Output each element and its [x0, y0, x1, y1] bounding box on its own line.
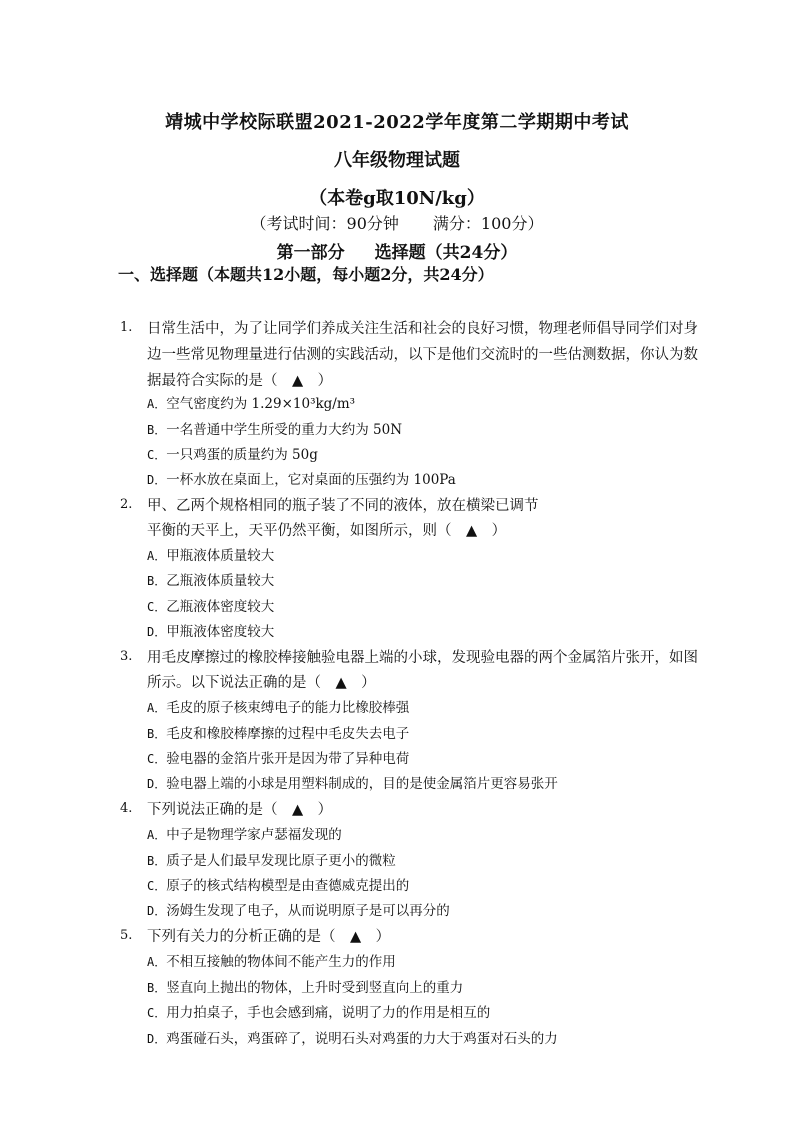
- question-text: 下列有关力的分析正确的是（ ▲ ）: [147, 929, 391, 945]
- option-a: A．不相互接触的物体间不能产生力的作用: [147, 954, 396, 970]
- exam-subtitle: 八年级物理试题: [334, 150, 460, 171]
- section-title: 一、选择题（本题共12小题，每小题2分，共24分）: [118, 265, 494, 284]
- option-b: B．一名普通中学生所受的重力大约为 50N: [147, 422, 403, 438]
- option-a: A．中子是物理学家卢瑟福发现的: [147, 827, 342, 843]
- question-number: 5.: [120, 928, 133, 943]
- question-text: 所示。以下说法正确的是（ ▲ ）: [147, 675, 376, 691]
- exam-title: 靖城中学校际联盟2021-2022学年度第二学期期中考试: [165, 112, 629, 133]
- exam-note: （本卷g取10N/kg）: [309, 188, 485, 209]
- full-score: 满分：100分）: [432, 214, 544, 233]
- question-text: 平衡的天平上，天平仍然平衡，如图所示，则（ ▲ ）: [147, 523, 507, 539]
- option-c: C．用力拍桌子，手也会感到痛，说明了力的作用是相互的: [147, 1005, 491, 1021]
- question-text: 边一些常见物理量进行估测的实践活动，以下是他们交流时的一些估测数据，你认为数: [147, 347, 698, 363]
- option-d: D．鸡蛋碰石头，鸡蛋碎了，说明石头对鸡蛋的力大于鸡蛋对石头的力: [147, 1031, 558, 1047]
- option-b: B．竖直向上抛出的物体，上升时受到竖直向上的重力: [147, 980, 464, 996]
- question-text: 日常生活中，为了让同学们养成关注生活和社会的良好习惯，物理老师倡导同学们对身: [147, 321, 698, 337]
- question-number: 1.: [120, 320, 133, 335]
- question-text: 甲、乙两个规格相同的瓶子装了不同的液体，放在横梁已调节: [147, 498, 539, 514]
- part-title: 第一部分: [276, 243, 345, 263]
- exam-time: （考试时间：90分钟: [250, 214, 399, 233]
- option-b: B．乙瓶液体质量较大: [147, 573, 275, 589]
- option-b: B．毛皮和橡胶棒摩擦的过程中毛皮失去电子: [147, 726, 410, 742]
- option-d: D．甲瓶液体密度较大: [147, 624, 275, 640]
- question-number: 3.: [120, 649, 133, 664]
- exam-info: [0, 211, 794, 234]
- option-b: B．质子是人们最早发现比原子更小的微粒: [147, 853, 396, 869]
- option-c: C．一只鸡蛋的质量约为 50g: [147, 447, 318, 463]
- option-c: C．原子的核式结构模型是由查德威克提出的: [147, 878, 410, 894]
- part-name: 选择题（共24分）: [374, 243, 518, 263]
- option-a: A．空气密度约为 1.29×10³kg/m³: [147, 396, 356, 412]
- option-d: D．一杯水放在桌面上，它对桌面的压强约为 100Pa: [147, 472, 456, 488]
- question-text: 用毛皮摩擦过的橡胶棒接触验电器上端的小球，发现验电器的两个金属箔片张开，如图: [147, 650, 698, 666]
- option-c: C．乙瓶液体密度较大: [147, 599, 275, 615]
- option-d: D．验电器上端的小球是用塑料制成的，目的是使金属箔片更容易张开: [147, 776, 558, 792]
- question-text: 下列说法正确的是（ ▲ ）: [147, 802, 333, 818]
- question-number: 2.: [120, 497, 133, 512]
- part-heading: [0, 238, 794, 263]
- option-a: A．毛皮的原子核束缚电子的能力比橡胶棒强: [147, 700, 410, 716]
- question-number: 4.: [120, 801, 133, 816]
- option-a: A．甲瓶液体质量较大: [147, 548, 275, 564]
- question-text: 据最符合实际的是（ ▲ ）: [147, 373, 333, 389]
- option-d: D．汤姆生发现了电子，从而说明原子是可以再分的: [147, 903, 450, 919]
- option-c: C．验电器的金箔片张开是因为带了异种电荷: [147, 751, 410, 767]
